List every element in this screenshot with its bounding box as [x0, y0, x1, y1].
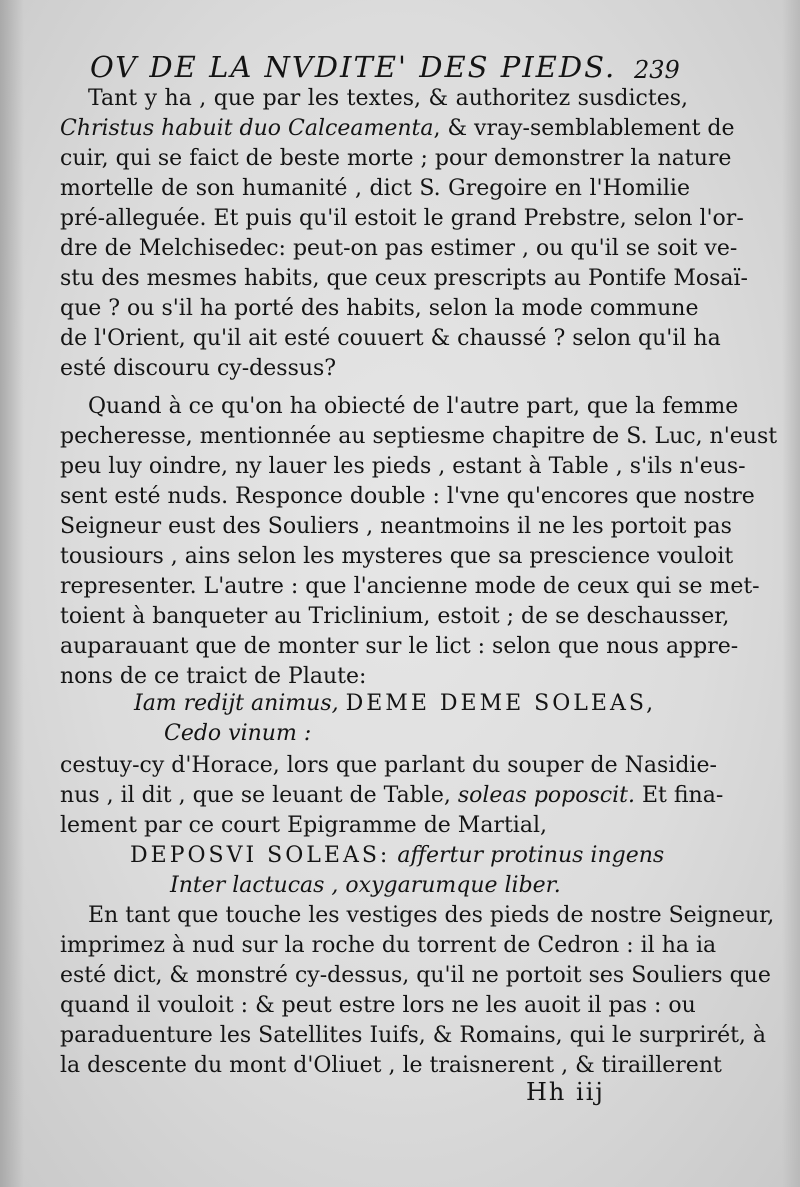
text-line: mortelle de son humanité , dict S. Gregoire en l'Homilie — [60, 176, 690, 201]
text-line: de l'Orient, qu'il ait esté couuert & chaussé ? selon qu'il ha — [60, 326, 721, 351]
text-line: esté discouru cy-dessus? — [60, 356, 337, 381]
text-line: cestuy-cy d'Horace, lors que parlant du souper de Nasidie- — [60, 753, 717, 778]
verse-line: Inter lactucas , oxygarumque liber. — [170, 873, 561, 898]
text-line: nons de ce traict de Plaute: — [60, 664, 367, 689]
text-line: Seigneur eust des Souliers , neantmoins il ne les portoit pas — [60, 514, 732, 539]
verse-line: Iam redijt animus, DEME DEME SOLEAS, — [134, 691, 657, 716]
signature-mark: Hh iij — [526, 1078, 605, 1106]
text-line: toient à banqueter au Triclinium, estoit ; de se deschausser, — [60, 604, 730, 629]
text-line: imprimez à nud sur la roche du torrent de Cedron : il ha ia — [60, 933, 717, 958]
text-line: stu des mesmes habits, que ceux prescripts au Pontife Mosaï- — [60, 266, 748, 291]
text-line: pecheresse, mentionnée au septiesme chapitre de S. Luc, n'eust — [60, 424, 778, 449]
text-line: Christus habuit duo Calceamenta, & vray-semblablement de — [60, 116, 735, 141]
page-shadow-left — [0, 0, 24, 1187]
running-title: OV DE LA NVDITE' DES PIEDS. — [90, 50, 617, 84]
text-line: pré-alleguée. Et puis qu'il estoit le grand Prebstre, selon l'or- — [60, 206, 744, 231]
text-line: quand il vouloit : & peut estre lors ne les auoit il pas : ou — [60, 993, 696, 1018]
text-line: que ? ou s'il ha porté des habits, selon la mode commune — [60, 296, 699, 321]
text-line: lement par ce court Epigramme de Martial, — [60, 813, 547, 838]
text-line: esté dict, & monstré cy-dessus, qu'il ne portoit ses Souliers que — [60, 963, 771, 988]
text-line: tousiours , ains selon les mysteres que sa prescience vouloit — [60, 544, 734, 569]
text-line: peu luy oindre, ny lauer les pieds , estant à Table , s'ils n'eus- — [60, 454, 746, 479]
text-line: cuir, qui se faict de beste morte ; pour demonstrer la nature — [60, 146, 732, 171]
page-number: 239 — [634, 56, 680, 84]
text-line: nus , il dit , que se leuant de Table, soleas poposcit. Et fina- — [60, 783, 724, 808]
text-line: paraduenture les Satellites Iuifs, & Romains, qui le surprirét, à — [60, 1023, 767, 1048]
text-line: representer. L'autre : que l'ancienne mode de ceux qui se met- — [60, 574, 760, 599]
text-line: auparauant que de monter sur le lict : selon que nous appre- — [60, 634, 739, 659]
text-line: sent esté nuds. Responce double : l'vne qu'encores que nostre — [60, 484, 755, 509]
text-line: Quand à ce qu'on ha obiecté de l'autre part, que la femme — [88, 394, 739, 419]
page-shadow-right — [782, 0, 800, 1187]
text-line: En tant que touche les vestiges des pieds de nostre Seigneur, — [88, 903, 775, 928]
verse-line: DEPOSVI SOLEAS: affertur protinus ingens — [130, 843, 665, 868]
verse-line: Cedo vinum : — [164, 721, 312, 746]
text-line: dre de Melchisedec: peut-on pas estimer , ou qu'il se soit ve- — [60, 236, 738, 261]
text-line: Tant y ha , que par les textes, & authoritez susdictes, — [88, 86, 688, 111]
text-line: la descente du mont d'Oliuet , le traisnerent , & tiraillerent — [60, 1053, 722, 1078]
